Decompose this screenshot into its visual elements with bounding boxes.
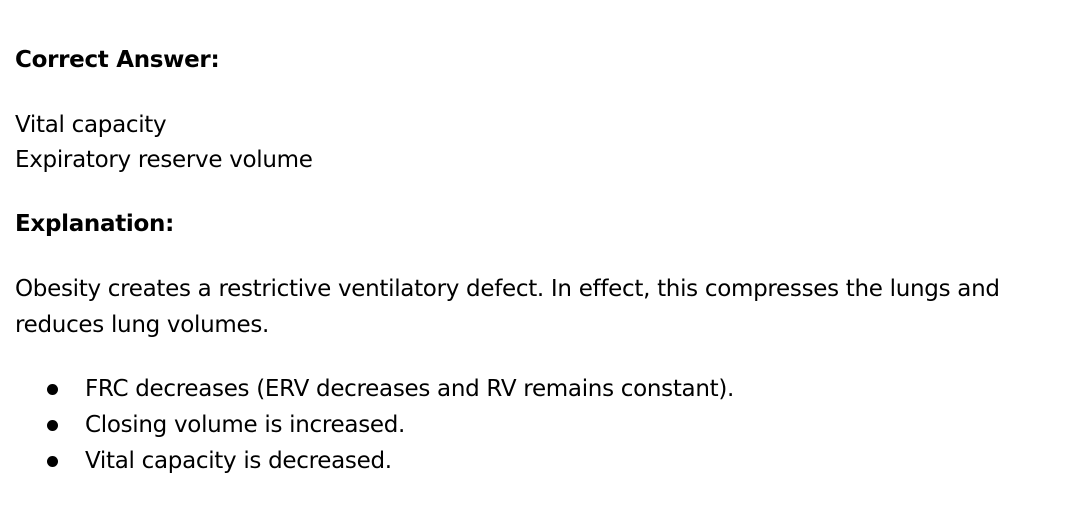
correct-answer-heading: Correct Answer:	[15, 47, 220, 73]
answer-item-vital-capacity: Vital capacity	[15, 112, 167, 138]
answer-item-expiratory-reserve-volume: Expiratory reserve volume	[15, 147, 313, 173]
explanation-paragraph: Obesity creates a restrictive ventilatory defect. In effect, this compresses the lungs and reduces lung volumes.	[15, 276, 1000, 338]
bullet-text: Closing volume is increased.	[85, 412, 406, 438]
bullet-icon	[47, 420, 58, 431]
bullet-icon	[47, 456, 58, 467]
bullet-icon	[47, 384, 58, 395]
explanation-heading: Explanation:	[15, 211, 174, 237]
bullet-text: Vital capacity is decreased.	[85, 448, 392, 474]
bullet-text: FRC decreases (ERV decreases and RV remains constant).	[85, 376, 735, 402]
